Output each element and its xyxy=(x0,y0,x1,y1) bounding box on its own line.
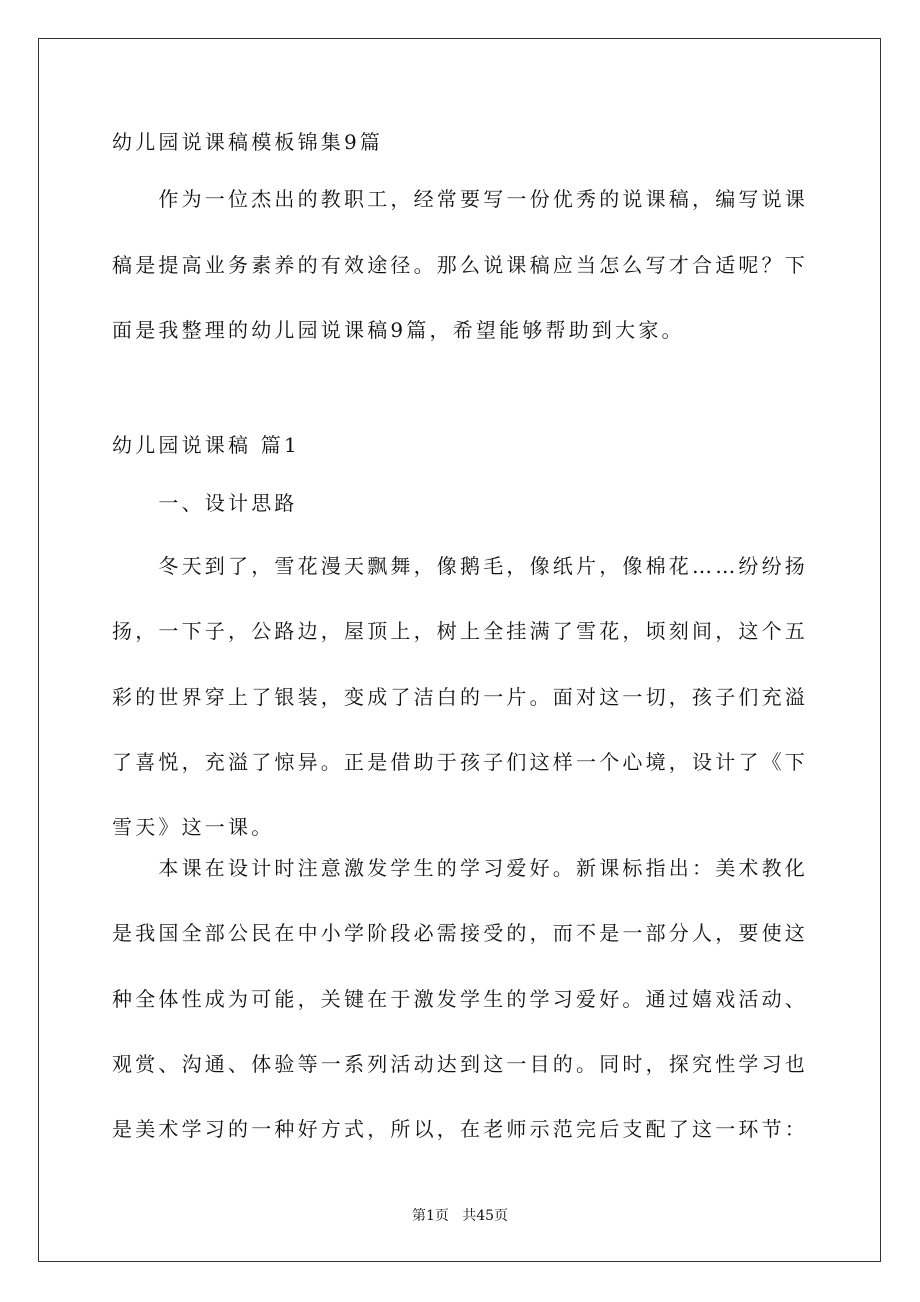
intro-line: 面是我整理的幼儿园说课稿9篇，希望能够帮助到大家。 xyxy=(112,318,685,342)
subheading: 一、设计思路 xyxy=(112,491,298,515)
paragraph-line: 雪天》这一课。 xyxy=(112,815,275,839)
section-heading: 幼儿园说课稿 篇1 xyxy=(112,433,300,457)
paragraph-line: 扬，一下子，公路边，屋顶上，树上全挂满了雪花，顷刻间，这个五 xyxy=(112,619,808,643)
paragraph-line: 是我国全部公民在中小学阶段必需接受的，而不是一部分人，要使这 xyxy=(112,921,808,945)
paragraph-line: 彩的世界穿上了银装，变成了洁白的一片。面对这一切，孩子们充溢 xyxy=(112,685,808,709)
document-title: 幼儿园说课稿模板锦集9篇 xyxy=(112,130,384,154)
intro-line: 作为一位杰出的教职工，经常要写一份优秀的说课稿，编写说课 xyxy=(112,187,808,211)
intro-line: 稿是提高业务素养的有效途径。那么说课稿应当怎么写才合适呢？下 xyxy=(112,253,808,277)
paragraph-line: 冬天到了，雪花漫天飘舞，像鹅毛，像纸片，像棉花……纷纷扬 xyxy=(112,554,808,578)
paragraph-line: 种全体性成为可能，关键在于激发学生的学习爱好。通过嬉戏活动、 xyxy=(112,987,808,1011)
paragraph-line: 是美术学习的一种好方式，所以，在老师示范完后支配了这一环节： xyxy=(112,1117,808,1141)
page-number-footer: 第1页 共45页 xyxy=(411,1208,509,1224)
paragraph-line: 了喜悦，充溢了惊异。正是借助于孩子们这样一个心境，设计了《下 xyxy=(112,750,808,774)
paragraph-line: 本课在设计时注意激发学生的学习爱好。新课标指出：美术教化 xyxy=(112,856,808,880)
page-border xyxy=(38,38,881,1262)
paragraph-line: 观赏、沟通、体验等一系列活动达到这一目的。同时，探究性学习也 xyxy=(112,1052,808,1076)
